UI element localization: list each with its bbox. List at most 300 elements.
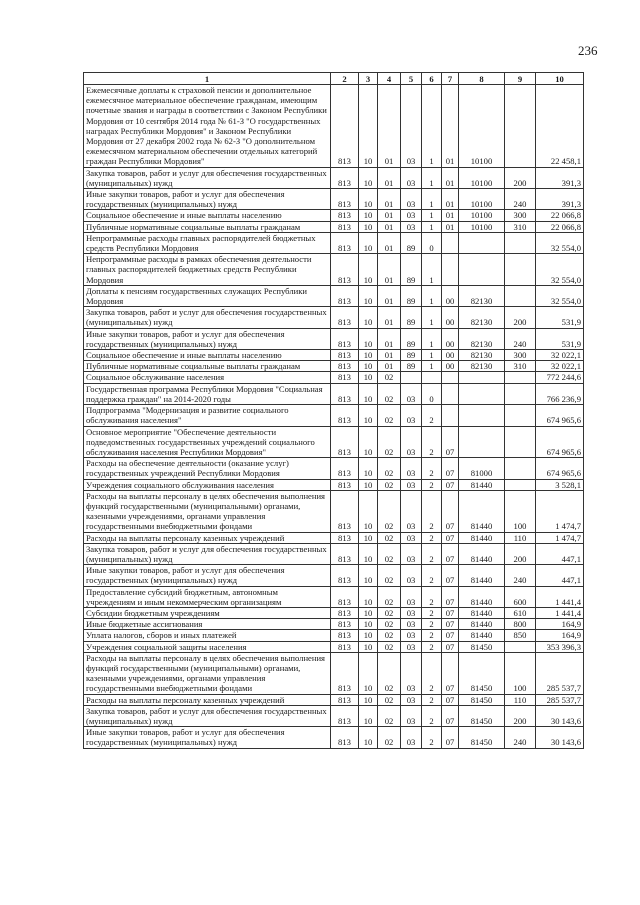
expense-type-cell: 110 <box>505 694 536 705</box>
activity-code-cell: 01 <box>442 85 459 168</box>
activity-code-cell: 07 <box>442 543 459 564</box>
activity-code-cell: 07 <box>442 458 459 479</box>
expense-type-cell: 610 <box>505 607 536 618</box>
subsection-code-cell: 02 <box>378 383 401 404</box>
activity-code-cell: 07 <box>442 586 459 607</box>
ministry-code-cell: 813 <box>331 543 359 564</box>
expense-type-cell: 200 <box>505 543 536 564</box>
direction-code-cell <box>459 426 505 458</box>
subsection-code-cell: 01 <box>378 221 401 232</box>
amount-cell: 772 244,6 <box>536 372 584 383</box>
table-row <box>84 285 584 306</box>
activity-code-cell: 07 <box>442 532 459 543</box>
table-row <box>84 607 584 618</box>
table-header-row <box>84 73 584 85</box>
column-header: 2 <box>331 73 359 85</box>
table-row <box>84 619 584 630</box>
row-name-cell: Иные закупки товаров, работ и услуг для обеспечения государственных (муниципальных) нужд <box>84 189 331 210</box>
activity-code-cell <box>442 232 459 253</box>
section-code-cell: 10 <box>359 705 378 726</box>
ministry-code-cell: 813 <box>331 232 359 253</box>
ministry-code-cell: 813 <box>331 652 359 694</box>
row-name-cell: Предоставление субсидий бюджетным, автономным учреждениям и иным некоммерческим организациям <box>84 586 331 607</box>
expense-type-cell: 310 <box>505 221 536 232</box>
section-code-cell: 10 <box>359 652 378 694</box>
subsection-code-cell: 02 <box>378 490 401 532</box>
row-name-cell: Иные закупки товаров, работ и услуг для обеспечения государственных (муниципальных) нужд <box>84 565 331 586</box>
table-row <box>84 189 584 210</box>
program-code-cell: 89 <box>401 328 422 349</box>
row-name-cell: Иные закупки товаров, работ и услуг для обеспечения государственных (муниципальных) нужд <box>84 727 331 748</box>
row-name-cell: Закупка товаров, работ и услуг для обеспечения государственных (муниципальных) нужд <box>84 543 331 564</box>
ministry-code-cell: 813 <box>331 210 359 221</box>
program-code-cell <box>401 372 422 383</box>
expense-type-cell: 600 <box>505 586 536 607</box>
row-name-cell: Ежемесячные доплаты к страховой пенсии и дополнительное ежемесячное материальное обеспечение гражданам, имеющим почетные звания и награды в соответствии с Законом Республики Мордовия от 10 сентября 2014 года № 61-З "О государственных наградах Республики Мордовия" и Законом Республики Мордовия от 27 декабря 2002 года № 62-З "О дополнительном ежемесячном материальном обеспечении отдельных категорий граждан Республики Мордовия" <box>84 85 331 168</box>
amount-cell: 32 554,0 <box>536 285 584 306</box>
table-row <box>84 705 584 726</box>
program-code-cell: 03 <box>401 619 422 630</box>
subsection-code-cell: 02 <box>378 727 401 748</box>
row-name-cell: Расходы на выплаты персоналу в целях обеспечения выполнения функций государственными (муниципальными) органами, казенными учреждениями, органами управления государственными внебюджетными фондами <box>84 490 331 532</box>
ministry-code-cell: 813 <box>331 328 359 349</box>
subprogram-code-cell <box>422 372 442 383</box>
section-code-cell: 10 <box>359 167 378 188</box>
program-code-cell: 89 <box>401 361 422 372</box>
subsection-code-cell: 02 <box>378 458 401 479</box>
program-code-cell: 89 <box>401 254 422 286</box>
expense-type-cell <box>505 232 536 253</box>
section-code-cell: 10 <box>359 383 378 404</box>
expense-type-cell: 300 <box>505 210 536 221</box>
program-code-cell: 03 <box>401 727 422 748</box>
table-row <box>84 383 584 404</box>
expense-type-cell: 850 <box>505 630 536 641</box>
expense-type-cell <box>505 372 536 383</box>
row-name-cell: Государственная программа Республики Мордовия "Социальная поддержка граждан" на 2014-2020 годы <box>84 383 331 404</box>
subprogram-code-cell: 2 <box>422 426 442 458</box>
direction-code-cell: 81440 <box>459 532 505 543</box>
direction-code-cell: 10100 <box>459 85 505 168</box>
row-name-cell: Учреждения социальной защиты населения <box>84 641 331 652</box>
column-header: 1 <box>84 73 331 85</box>
subsection-code-cell: 01 <box>378 328 401 349</box>
table-row <box>84 490 584 532</box>
amount-cell: 32 022,1 <box>536 350 584 361</box>
table-row <box>84 328 584 349</box>
expense-type-cell: 200 <box>505 167 536 188</box>
row-name-cell: Социальное обеспечение и иные выплаты населению <box>84 350 331 361</box>
subprogram-code-cell: 2 <box>422 727 442 748</box>
row-name-cell: Закупка товаров, работ и услуг для обеспечения государственных (муниципальных) нужд <box>84 307 331 328</box>
direction-code-cell: 82130 <box>459 307 505 328</box>
subprogram-code-cell: 2 <box>422 405 442 426</box>
direction-code-cell: 81440 <box>459 586 505 607</box>
table-row <box>84 565 584 586</box>
amount-cell: 674 965,6 <box>536 405 584 426</box>
subsection-code-cell: 02 <box>378 641 401 652</box>
program-code-cell: 03 <box>401 586 422 607</box>
table-row <box>84 694 584 705</box>
program-code-cell: 03 <box>401 607 422 618</box>
program-code-cell: 03 <box>401 705 422 726</box>
section-code-cell: 10 <box>359 565 378 586</box>
expense-type-cell: 100 <box>505 490 536 532</box>
amount-cell: 22 066,8 <box>536 221 584 232</box>
activity-code-cell: 00 <box>442 350 459 361</box>
row-name-cell: Субсидии бюджетным учреждениям <box>84 607 331 618</box>
program-code-cell: 03 <box>401 490 422 532</box>
activity-code-cell: 07 <box>442 630 459 641</box>
table-row <box>84 479 584 490</box>
table-row <box>84 372 584 383</box>
ministry-code-cell: 813 <box>331 586 359 607</box>
column-header: 3 <box>359 73 378 85</box>
subprogram-code-cell: 2 <box>422 619 442 630</box>
table-row <box>84 221 584 232</box>
row-name-cell: Расходы на выплаты персоналу казенных учреждений <box>84 694 331 705</box>
expense-type-cell: 310 <box>505 361 536 372</box>
activity-code-cell: 07 <box>442 619 459 630</box>
subprogram-code-cell: 1 <box>422 361 442 372</box>
table-body <box>84 85 584 749</box>
table-row <box>84 458 584 479</box>
direction-code-cell: 81440 <box>459 543 505 564</box>
subprogram-code-cell: 2 <box>422 543 442 564</box>
direction-code-cell <box>459 383 505 404</box>
amount-cell: 3 528,1 <box>536 479 584 490</box>
section-code-cell: 10 <box>359 405 378 426</box>
program-code-cell: 03 <box>401 189 422 210</box>
ministry-code-cell: 813 <box>331 254 359 286</box>
direction-code-cell: 81450 <box>459 641 505 652</box>
subprogram-code-cell: 1 <box>422 254 442 286</box>
direction-code-cell: 10100 <box>459 221 505 232</box>
expense-type-cell <box>505 479 536 490</box>
amount-cell: 22 066,8 <box>536 210 584 221</box>
program-code-cell: 03 <box>401 532 422 543</box>
subsection-code-cell: 02 <box>378 607 401 618</box>
ministry-code-cell: 813 <box>331 630 359 641</box>
subsection-code-cell: 02 <box>378 586 401 607</box>
table-row <box>84 543 584 564</box>
table-row <box>84 630 584 641</box>
section-code-cell: 10 <box>359 543 378 564</box>
column-header: 6 <box>422 73 442 85</box>
activity-code-cell: 07 <box>442 479 459 490</box>
activity-code-cell: 00 <box>442 285 459 306</box>
subprogram-code-cell: 2 <box>422 705 442 726</box>
subsection-code-cell: 01 <box>378 210 401 221</box>
subsection-code-cell: 02 <box>378 652 401 694</box>
direction-code-cell: 82130 <box>459 328 505 349</box>
table-row <box>84 405 584 426</box>
program-code-cell: 89 <box>401 350 422 361</box>
section-code-cell: 10 <box>359 285 378 306</box>
direction-code-cell: 81000 <box>459 458 505 479</box>
program-code-cell: 03 <box>401 641 422 652</box>
section-code-cell: 10 <box>359 426 378 458</box>
amount-cell: 531,9 <box>536 307 584 328</box>
row-name-cell: Социальное обеспечение и иные выплаты населению <box>84 210 331 221</box>
table-row <box>84 85 584 168</box>
subsection-code-cell: 02 <box>378 705 401 726</box>
expense-type-cell: 240 <box>505 565 536 586</box>
amount-cell: 22 458,1 <box>536 85 584 168</box>
direction-code-cell: 10100 <box>459 189 505 210</box>
amount-cell: 30 143,6 <box>536 727 584 748</box>
ministry-code-cell: 813 <box>331 694 359 705</box>
amount-cell: 32 022,1 <box>536 361 584 372</box>
expense-type-cell <box>505 254 536 286</box>
budget-table <box>83 72 584 749</box>
program-code-cell: 03 <box>401 479 422 490</box>
subprogram-code-cell: 1 <box>422 221 442 232</box>
amount-cell: 391,3 <box>536 189 584 210</box>
amount-cell: 353 396,3 <box>536 641 584 652</box>
section-code-cell: 10 <box>359 328 378 349</box>
column-header: 7 <box>442 73 459 85</box>
row-name-cell: Социальное обслуживание населения <box>84 372 331 383</box>
amount-cell: 164,9 <box>536 630 584 641</box>
program-code-cell: 03 <box>401 210 422 221</box>
table-row <box>84 361 584 372</box>
activity-code-cell: 01 <box>442 167 459 188</box>
section-code-cell: 10 <box>359 361 378 372</box>
subsection-code-cell: 02 <box>378 543 401 564</box>
program-code-cell: 03 <box>401 630 422 641</box>
direction-code-cell: 81440 <box>459 630 505 641</box>
subprogram-code-cell: 1 <box>422 210 442 221</box>
subsection-code-cell: 01 <box>378 285 401 306</box>
ministry-code-cell: 813 <box>331 221 359 232</box>
subsection-code-cell: 01 <box>378 254 401 286</box>
section-code-cell: 10 <box>359 85 378 168</box>
program-code-cell: 03 <box>401 167 422 188</box>
subsection-code-cell: 01 <box>378 361 401 372</box>
direction-code-cell <box>459 372 505 383</box>
activity-code-cell: 07 <box>442 607 459 618</box>
direction-code-cell: 81440 <box>459 619 505 630</box>
section-code-cell: 10 <box>359 232 378 253</box>
subsection-code-cell: 02 <box>378 372 401 383</box>
section-code-cell: 10 <box>359 350 378 361</box>
subprogram-code-cell: 2 <box>422 630 442 641</box>
subprogram-code-cell: 1 <box>422 307 442 328</box>
section-code-cell: 10 <box>359 189 378 210</box>
ministry-code-cell: 813 <box>331 405 359 426</box>
activity-code-cell: 00 <box>442 307 459 328</box>
table-row <box>84 641 584 652</box>
expense-type-cell <box>505 383 536 404</box>
column-header: 4 <box>378 73 401 85</box>
expense-type-cell <box>505 405 536 426</box>
section-code-cell: 10 <box>359 254 378 286</box>
activity-code-cell: 07 <box>442 694 459 705</box>
expense-type-cell: 300 <box>505 350 536 361</box>
ministry-code-cell: 813 <box>331 532 359 543</box>
amount-cell: 30 143,6 <box>536 705 584 726</box>
subsection-code-cell: 01 <box>378 350 401 361</box>
program-code-cell: 03 <box>401 221 422 232</box>
expense-type-cell <box>505 426 536 458</box>
direction-code-cell <box>459 254 505 286</box>
program-code-cell: 03 <box>401 426 422 458</box>
program-code-cell: 89 <box>401 307 422 328</box>
activity-code-cell: 07 <box>442 705 459 726</box>
subprogram-code-cell: 1 <box>422 328 442 349</box>
amount-cell: 1 474,7 <box>536 490 584 532</box>
subprogram-code-cell: 0 <box>422 383 442 404</box>
subprogram-code-cell: 1 <box>422 350 442 361</box>
expense-type-cell: 800 <box>505 619 536 630</box>
subsection-code-cell: 01 <box>378 307 401 328</box>
direction-code-cell: 81450 <box>459 694 505 705</box>
ministry-code-cell: 813 <box>331 426 359 458</box>
expense-type-cell: 110 <box>505 532 536 543</box>
activity-code-cell <box>442 405 459 426</box>
section-code-cell: 10 <box>359 307 378 328</box>
table-row <box>84 350 584 361</box>
row-name-cell: Расходы на обеспечение деятельности (оказание услуг) государственных учреждений Республики Мордовия <box>84 458 331 479</box>
section-code-cell: 10 <box>359 727 378 748</box>
activity-code-cell: 07 <box>442 641 459 652</box>
subsection-code-cell: 02 <box>378 694 401 705</box>
table-row <box>84 307 584 328</box>
section-code-cell: 10 <box>359 641 378 652</box>
direction-code-cell: 10100 <box>459 210 505 221</box>
program-code-cell: 03 <box>401 458 422 479</box>
activity-code-cell: 07 <box>442 565 459 586</box>
section-code-cell: 10 <box>359 458 378 479</box>
row-name-cell: Публичные нормативные социальные выплаты гражданам <box>84 221 331 232</box>
table-row <box>84 652 584 694</box>
subprogram-code-cell: 2 <box>422 586 442 607</box>
amount-cell: 285 537,7 <box>536 694 584 705</box>
row-name-cell: Подпрограмма "Модернизация и развитие социального обслуживания населения" <box>84 405 331 426</box>
program-code-cell: 03 <box>401 543 422 564</box>
subprogram-code-cell: 1 <box>422 85 442 168</box>
direction-code-cell: 82130 <box>459 350 505 361</box>
activity-code-cell <box>442 254 459 286</box>
ministry-code-cell: 813 <box>331 490 359 532</box>
section-code-cell: 10 <box>359 586 378 607</box>
program-code-cell: 03 <box>401 652 422 694</box>
direction-code-cell: 81440 <box>459 565 505 586</box>
page-number: 236 <box>578 43 598 58</box>
amount-cell: 391,3 <box>536 167 584 188</box>
row-name-cell: Иные бюджетные ассигнования <box>84 619 331 630</box>
activity-code-cell: 07 <box>442 490 459 532</box>
activity-code-cell <box>442 383 459 404</box>
direction-code-cell: 81450 <box>459 652 505 694</box>
amount-cell: 531,9 <box>536 328 584 349</box>
subprogram-code-cell: 2 <box>422 652 442 694</box>
subprogram-code-cell: 1 <box>422 285 442 306</box>
amount-cell: 447,1 <box>536 543 584 564</box>
subsection-code-cell: 02 <box>378 426 401 458</box>
direction-code-cell: 10100 <box>459 167 505 188</box>
direction-code-cell: 81440 <box>459 490 505 532</box>
direction-code-cell: 81450 <box>459 705 505 726</box>
subsection-code-cell: 02 <box>378 405 401 426</box>
amount-cell: 164,9 <box>536 619 584 630</box>
row-name-cell: Иные закупки товаров, работ и услуг для обеспечения государственных (муниципальных) нужд <box>84 328 331 349</box>
ministry-code-cell: 813 <box>331 565 359 586</box>
row-name-cell: Расходы на выплаты персоналу в целях обеспечения выполнения функций государственными (муниципальными) органами, казенными учреждениями, органами управления государственными внебюджетными фондами <box>84 652 331 694</box>
subprogram-code-cell: 2 <box>422 565 442 586</box>
table-row <box>84 167 584 188</box>
program-code-cell: 03 <box>401 405 422 426</box>
row-name-cell: Доплаты к пенсиям государственных служащих Республики Мордовия <box>84 285 331 306</box>
section-code-cell: 10 <box>359 221 378 232</box>
section-code-cell: 10 <box>359 607 378 618</box>
expense-type-cell: 200 <box>505 307 536 328</box>
section-code-cell: 10 <box>359 372 378 383</box>
ministry-code-cell: 813 <box>331 607 359 618</box>
activity-code-cell: 00 <box>442 361 459 372</box>
subsection-code-cell: 02 <box>378 479 401 490</box>
direction-code-cell <box>459 405 505 426</box>
section-code-cell: 10 <box>359 210 378 221</box>
table-row <box>84 232 584 253</box>
activity-code-cell: 00 <box>442 328 459 349</box>
expense-type-cell: 240 <box>505 328 536 349</box>
amount-cell: 674 965,6 <box>536 426 584 458</box>
ministry-code-cell: 813 <box>331 350 359 361</box>
direction-code-cell: 82130 <box>459 361 505 372</box>
subprogram-code-cell: 2 <box>422 490 442 532</box>
subprogram-code-cell: 0 <box>422 232 442 253</box>
program-code-cell: 89 <box>401 285 422 306</box>
section-code-cell: 10 <box>359 479 378 490</box>
subprogram-code-cell: 2 <box>422 479 442 490</box>
subsection-code-cell: 02 <box>378 565 401 586</box>
row-name-cell: Закупка товаров, работ и услуг для обеспечения государственных (муниципальных) нужд <box>84 705 331 726</box>
row-name-cell: Учреждения социального обслуживания населения <box>84 479 331 490</box>
subsection-code-cell: 01 <box>378 189 401 210</box>
ministry-code-cell: 813 <box>331 705 359 726</box>
activity-code-cell: 07 <box>442 727 459 748</box>
ministry-code-cell: 813 <box>331 458 359 479</box>
table-row <box>84 532 584 543</box>
amount-cell: 32 554,0 <box>536 232 584 253</box>
column-header: 10 <box>536 73 584 85</box>
direction-code-cell: 81440 <box>459 607 505 618</box>
row-name-cell: Закупка товаров, работ и услуг для обеспечения государственных (муниципальных) нужд <box>84 167 331 188</box>
table-row <box>84 210 584 221</box>
subprogram-code-cell: 2 <box>422 532 442 543</box>
row-name-cell: Публичные нормативные социальные выплаты гражданам <box>84 361 331 372</box>
subprogram-code-cell: 2 <box>422 607 442 618</box>
ministry-code-cell: 813 <box>331 361 359 372</box>
subprogram-code-cell: 1 <box>422 189 442 210</box>
subsection-code-cell: 02 <box>378 630 401 641</box>
ministry-code-cell: 813 <box>331 619 359 630</box>
expense-type-cell <box>505 85 536 168</box>
ministry-code-cell: 813 <box>331 285 359 306</box>
row-name-cell: Непрограммные расходы в рамках обеспечения деятельности главных распорядителей бюджетных средств Республики Мордовия <box>84 254 331 286</box>
expense-type-cell: 200 <box>505 705 536 726</box>
amount-cell: 447,1 <box>536 565 584 586</box>
subsection-code-cell: 01 <box>378 232 401 253</box>
subprogram-code-cell: 2 <box>422 458 442 479</box>
ministry-code-cell: 813 <box>331 85 359 168</box>
subsection-code-cell: 01 <box>378 85 401 168</box>
amount-cell: 1 441,4 <box>536 607 584 618</box>
activity-code-cell: 01 <box>442 210 459 221</box>
subsection-code-cell: 02 <box>378 532 401 543</box>
